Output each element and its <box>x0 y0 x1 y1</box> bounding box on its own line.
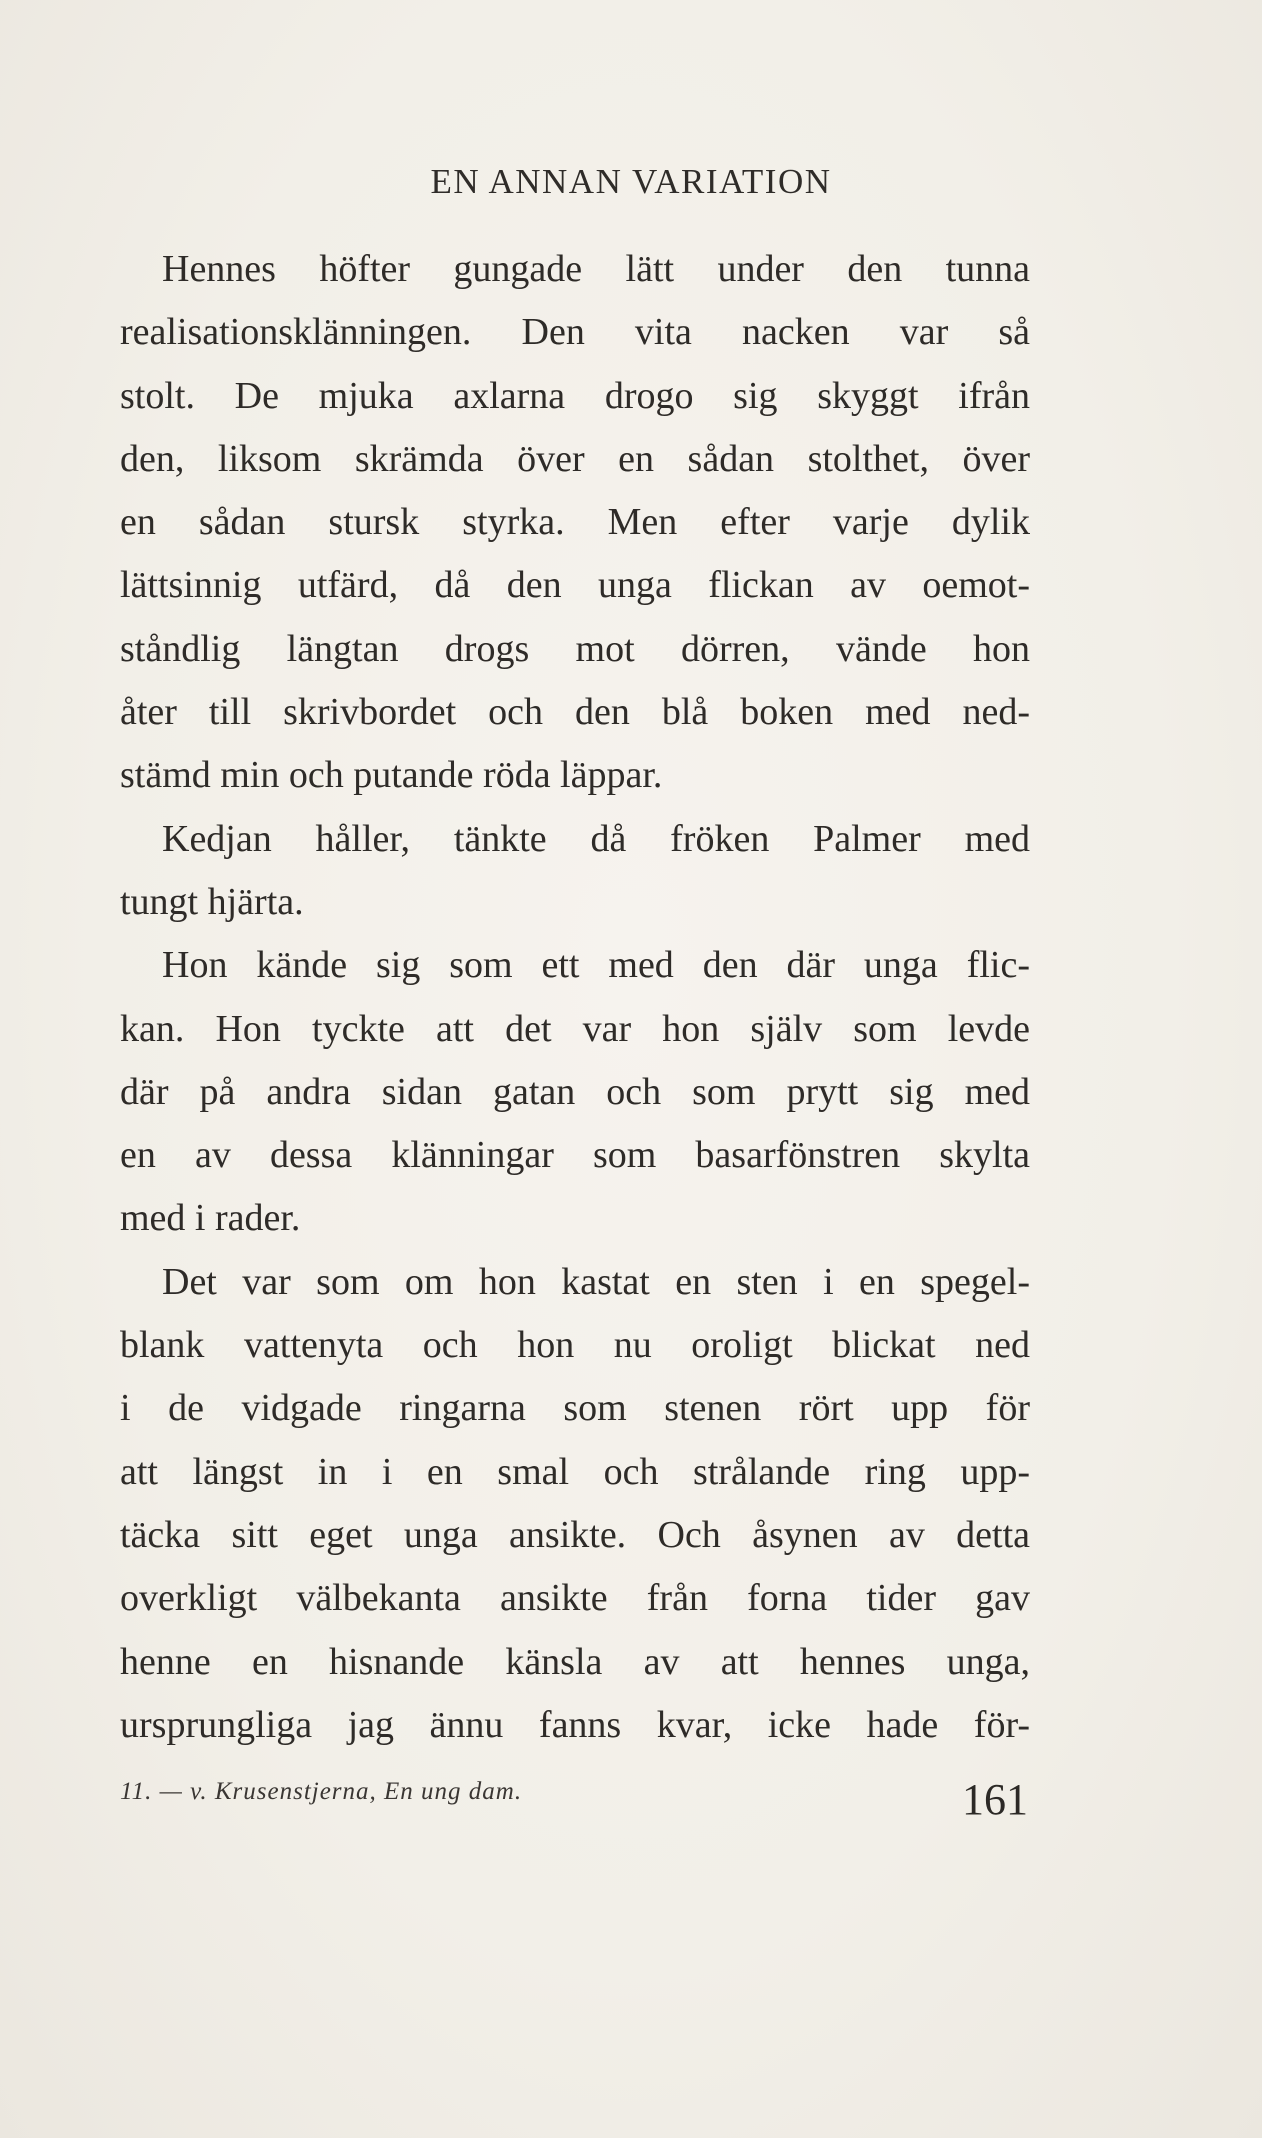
text-line: Hennes höfter gungade lätt under den tunna <box>162 248 1030 290</box>
text-line: ståndlig längtan drogs mot dörren, vände hon <box>120 627 1030 670</box>
text-line: med i rader. <box>120 1197 301 1240</box>
text-line: blank vattenyta och hon nu oroligt blickat ned <box>120 1324 1030 1367</box>
text-line: att längst in i en smal och strålande ring upp- <box>120 1450 1030 1493</box>
running-head: EN ANNAN VARIATION <box>430 162 832 201</box>
text-line: overkligt välbekanta ansikte från forna tider gav <box>120 1577 1030 1620</box>
text-line: Det var som om hon kastat en sten i en spegel- <box>162 1260 1030 1303</box>
text-line: kan. Hon tyckte att det var hon själv som levde <box>120 1007 1030 1050</box>
text-line: Hon kände sig som ett med den där unga flic- <box>162 944 1030 987</box>
text-line: den, liksom skrämda över en sådan stolthet, över <box>120 437 1030 480</box>
text-line: en av dessa klänningar som basarfönstren skylta <box>120 1134 1030 1177</box>
text-line: stolt. De mjuka axlarna drogo sig skyggt ifrån <box>120 374 1030 417</box>
text-line: där på andra sidan gatan och som prytt sig med <box>120 1070 1030 1113</box>
page-number: 161 <box>962 1775 1028 1824</box>
text-line: i de vidgade ringarna som stenen rört upp för <box>120 1387 1030 1430</box>
printer-signature: 11. — v. Krusenstjerna, En ung dam. <box>120 1778 523 1805</box>
text-line: åter till skrivbordet och den blå boken med ned- <box>120 691 1030 734</box>
text-line: ursprungliga jag ännu fanns kvar, icke hade för- <box>120 1703 1030 1746</box>
text-line: en sådan stursk styrka. Men efter varje dylik <box>120 501 1030 544</box>
text-line: henne en hisnande känsla av att hennes unga, <box>120 1640 1030 1683</box>
text-line: lättsinnig utfärd, då den unga flickan av oemot- <box>120 564 1030 607</box>
text-line: täcka sitt eget unga ansikte. Och åsynen av detta <box>120 1513 1030 1556</box>
text-line: Kedjan håller, tänkte då fröken Palmer med <box>162 817 1030 860</box>
body-text <box>120 238 1030 1757</box>
text-line: tungt hjärta. <box>120 880 304 923</box>
text-line: realisationsklänningen. Den vita nacken var så <box>120 311 1030 354</box>
text-line: stämd min och putande röda läppar. <box>120 754 663 797</box>
